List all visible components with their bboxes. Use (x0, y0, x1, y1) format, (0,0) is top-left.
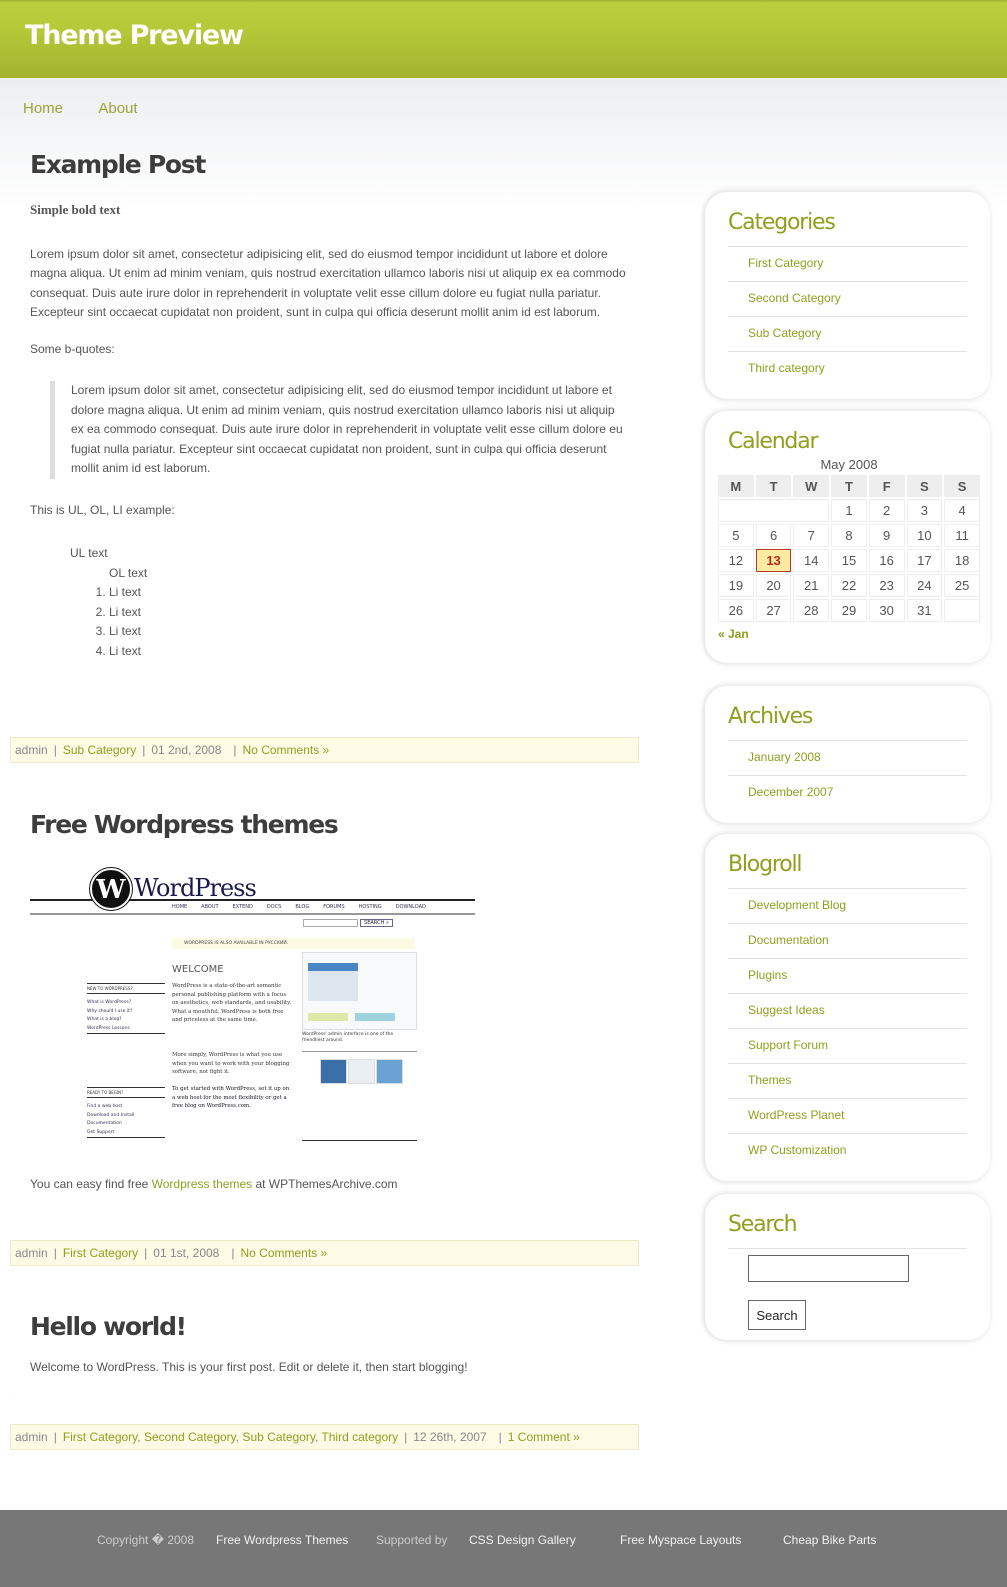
calendar-week (718, 499, 980, 522)
calendar-day: 30 (869, 599, 905, 622)
calendar-day: 11 (944, 524, 980, 547)
calendar-day: 31 (907, 599, 943, 622)
wp-nav-item: HOME (172, 904, 188, 910)
wordpress-screenshot (30, 862, 475, 1145)
post-hello-world (0, 1312, 660, 1380)
widget-search (705, 1194, 990, 1340)
wp-link: What is a blog? (87, 1017, 122, 1022)
calendar-day-header: T (831, 475, 867, 497)
meta-category[interactable]: Sub Category (242, 1430, 315, 1444)
calendar-day: 23 (869, 574, 905, 597)
wp-admin-preview (302, 952, 417, 1030)
meta-date: 12 26th, 2007 (413, 1430, 487, 1444)
meta-category[interactable]: Second Category (143, 1430, 236, 1444)
post-title[interactable]: Hello world! (30, 1312, 186, 1341)
post-meta: admin | Sub Category | 01 2nd, 2008 | No Comments » (10, 737, 639, 763)
footer-link[interactable]: Free Wordpress Themes (216, 1533, 349, 1547)
calendar-day: 6 (756, 524, 792, 547)
wp-link: Get Support (87, 1129, 115, 1135)
post-title[interactable]: Free Wordpress themes (30, 810, 338, 839)
calendar-day: 15 (831, 549, 867, 572)
wp-link: What is WordPress? (87, 1000, 132, 1005)
calendar-day: 18 (944, 549, 980, 572)
post-example (0, 150, 660, 673)
footer-link[interactable]: Cheap Bike Parts (783, 1533, 877, 1547)
wp-link: Documentation (87, 1121, 122, 1126)
post-text (30, 1175, 398, 1195)
text: You can easy find free (30, 1177, 152, 1191)
calendar-week (718, 574, 980, 597)
site-footer (0, 1510, 1007, 1587)
list-item: 3. Li text (109, 622, 630, 642)
ordered-list (70, 583, 630, 673)
calendar-day: 7 (793, 524, 829, 547)
calendar-day: 9 (869, 524, 905, 547)
blogroll-link[interactable]: WP Customization (748, 1143, 847, 1157)
wp-link: Find a web host (87, 1104, 123, 1109)
calendar-day: 2 (869, 499, 905, 522)
calendar-day: 28 (793, 599, 829, 622)
calendar-week (718, 599, 980, 622)
list-item: 4. Li text (109, 642, 630, 662)
calendar-day-header: F (869, 475, 905, 497)
nav-home[interactable]: Home (23, 100, 64, 117)
calendar-today: 13 (756, 549, 792, 572)
calendar-day: 25 (944, 574, 980, 597)
category-link[interactable]: Third category (748, 361, 825, 375)
wp-nav-item: ABOUT (201, 904, 219, 910)
wp-nav (172, 904, 426, 910)
calendar-day: 22 (831, 574, 867, 597)
site-header (0, 0, 1007, 78)
list-intro: This is UL, OL, LI example: (30, 502, 175, 517)
meta-comments[interactable]: No Comments » (242, 743, 330, 757)
footer-link[interactable]: Free Myspace Layouts (620, 1533, 742, 1547)
search-input[interactable] (748, 1255, 909, 1282)
calendar-day: 24 (907, 574, 943, 597)
quote-intro: Some b-quotes: (30, 341, 115, 356)
supported-by: Supported by (376, 1533, 448, 1547)
copyright: Copyright � 2008 (97, 1533, 195, 1547)
calendar-pad (718, 499, 829, 522)
meta-author: admin (15, 1246, 48, 1260)
calendar-day: 8 (831, 524, 867, 547)
widget-categories (705, 192, 990, 399)
calendar-day: 20 (756, 574, 792, 597)
calendar-day: 19 (718, 574, 754, 597)
wp-new-head: NEW TO WORDPRESS? (87, 983, 165, 994)
wp-nav-item: HOSTING (358, 904, 382, 910)
calendar-day: 14 (793, 549, 829, 572)
meta-author: admin (15, 1430, 48, 1444)
main-nav (23, 100, 170, 117)
widget-blogroll (705, 834, 990, 1181)
bold-text: Simple bold text (30, 202, 121, 217)
calendar-day: 29 (831, 599, 867, 622)
meta-category[interactable]: Sub Category (62, 743, 137, 757)
calendar-day: 16 (869, 549, 905, 572)
wp-link: Why should I use it? (87, 1008, 133, 1014)
list-item: 2. Li text (109, 603, 630, 623)
wp-nav-item: FORUMS (323, 904, 345, 910)
wp-link: Download and Install (87, 1112, 135, 1118)
category-link[interactable]: Sub Category (748, 326, 822, 340)
wp-nav-item: EXTEND (232, 904, 253, 910)
calendar-week (718, 524, 980, 547)
post-paragraph: Lorem ipsum dolor sit amet, consectetur adipisicing elit, sed do eiusmod tempor incididunt ut labore et dolore magna aliqua. Ut enim ad minim veniam, quis nostrud exercitation ullamco laboris nisi ut aliquip ex ea commodo consequat. Duis aute irure dolor in reprehenderit in voluptate velit esse cillum dolore eu fugiat nulla pariatur. Excepteur sint occaecat cupidatat non proident, sunt in culpa qui officia deserunt mollit anim id est laborum. (30, 246, 626, 319)
calendar-table (716, 457, 982, 624)
ul-list (70, 544, 630, 673)
calendar-day: 4 (944, 499, 980, 522)
wp-caption: WordPress' admin interface is one of the friendliest around. (302, 1032, 394, 1043)
wp-ready-links (87, 1103, 165, 1138)
blogroll-link[interactable]: Themes (748, 1073, 792, 1087)
archive-link[interactable]: January 2008 (748, 750, 821, 764)
meta-date: 01 2nd, 2008 (151, 743, 222, 757)
meta-category[interactable]: Third category (321, 1430, 399, 1444)
nav-about[interactable]: About (98, 100, 138, 117)
calendar-day-header: T (756, 475, 792, 497)
wp-ready-head: READY TO BEGIN? (87, 1087, 165, 1098)
calendar-week (718, 549, 980, 572)
calendar-day: 5 (718, 524, 754, 547)
wp-nav-item: DOWNLOAD (395, 904, 426, 910)
wordpress-logo-text: WordPress (134, 874, 256, 902)
wordpress-logo-icon: W (90, 868, 132, 910)
widget-title: Archives (728, 704, 967, 741)
post-title[interactable]: Example Post (30, 150, 205, 179)
calendar-caption: May 2008 (820, 457, 878, 472)
text: at WPThemesArchive.com (252, 1177, 398, 1191)
meta-author: admin (15, 743, 48, 757)
widget-archives (705, 686, 990, 823)
wp-intro: More simply, WordPress is what you use when you want to work with your blogging software, not fight it. (172, 1052, 290, 1075)
calendar-day: 3 (907, 499, 943, 522)
calendar-day-header: M (718, 475, 754, 497)
wp-welcome: WELCOME (172, 964, 224, 975)
ol-item: OL text (109, 565, 148, 580)
blogroll-link[interactable]: WordPress Planet (748, 1108, 845, 1122)
search-button[interactable]: Search (748, 1300, 806, 1330)
blogroll-link[interactable]: Support Forum (748, 1038, 829, 1052)
meta-category[interactable]: First Category (62, 1430, 138, 1444)
wp-nav-item: DOCS (266, 904, 282, 910)
themes-link[interactable]: Wordpress themes (151, 1177, 253, 1191)
meta-category[interactable]: First Category (62, 1246, 139, 1260)
calendar-prev-link[interactable]: « Jan (718, 627, 749, 641)
calendar-day: 26 (718, 599, 754, 622)
widget-title: Calendar (728, 429, 818, 454)
wp-notice: WORDPRESS IS ALSO AVAILABLE IN РУССКИЙ. (172, 938, 415, 949)
meta-comments[interactable]: 1 Comment » (507, 1430, 580, 1444)
ul-item: UL text (70, 546, 108, 560)
category-link[interactable]: First Category (748, 256, 824, 270)
widget-calendar (705, 411, 990, 663)
calendar-day (944, 599, 980, 622)
calendar-day: 12 (718, 549, 754, 572)
calendar-day: 27 (756, 599, 792, 622)
footer-link[interactable]: CSS Design Gallery (469, 1533, 576, 1547)
wp-new-links (87, 999, 165, 1034)
post-meta: admin | First Category | 01 1st, 2008 | No Comments » (10, 1240, 639, 1266)
meta-date: 01 1st, 2008 (153, 1246, 220, 1260)
wp-search-button: SEARCH » (360, 919, 393, 927)
calendar-day-header: S (907, 475, 943, 497)
wp-intro: To get started with WordPress, set it up on a web host for the most flexibility or get a free blog on WordPress.com. (172, 1086, 290, 1109)
archive-link[interactable]: December 2007 (748, 785, 834, 799)
blogroll-link[interactable]: Suggest Ideas (748, 1003, 825, 1017)
wp-link: WordPress Lessons (87, 1025, 130, 1031)
post-text: Welcome to WordPress. This is your first post. Edit or delete it, then start blogging! (30, 1360, 468, 1374)
list-item: 1. Li text (109, 583, 630, 603)
calendar-day: 21 (793, 574, 829, 597)
blogroll-link[interactable]: Development Blog (748, 898, 847, 912)
blogroll-link[interactable]: Documentation (748, 933, 829, 947)
widget-title: Search (728, 1212, 967, 1249)
calendar-day-header: S (944, 475, 980, 497)
post-meta: admin | First Category, Second Category, Sub Category, Third category | 12 26th, 2007 | 1 Comment » (10, 1424, 639, 1450)
calendar-day-header: W (793, 475, 829, 497)
calendar-day: 17 (907, 549, 943, 572)
category-link[interactable]: Second Category (748, 291, 841, 305)
wp-nav-item: BLOG (295, 904, 310, 910)
blockquote: Lorem ipsum dolor sit amet, consectetur adipisicing elit, sed do eiusmod tempor incididunt ut labore et dolore magna aliqua. Ut enim ad minim veniam, quis nostrud exercitation ullamco laboris nisi ut aliquip ex ea commodo consequat. Duis aute irure dolor in reprehenderit in voluptate velit esse cillum dolore eu fugiat nulla pariatur. Excepteur sint occaecat cupidatat non proident, sunt in culpa qui officia deserunt mollit anim id est laborum. (50, 381, 630, 479)
site-title[interactable]: Theme Preview (25, 20, 243, 51)
blogroll-link[interactable]: Plugins (748, 968, 788, 982)
widget-title: Blogroll (728, 852, 967, 889)
wp-intro: WordPress is a state-of-the-art semantic personal publishing platform with a focus on aesthetics, web standards, and usability. What a mouthful. WordPress is both free and priceless at the same time. (172, 983, 292, 1023)
calendar-day: 1 (831, 499, 867, 522)
widget-title: Categories (728, 210, 967, 247)
meta-comments[interactable]: No Comments » (240, 1246, 328, 1260)
calendar-day: 10 (907, 524, 943, 547)
